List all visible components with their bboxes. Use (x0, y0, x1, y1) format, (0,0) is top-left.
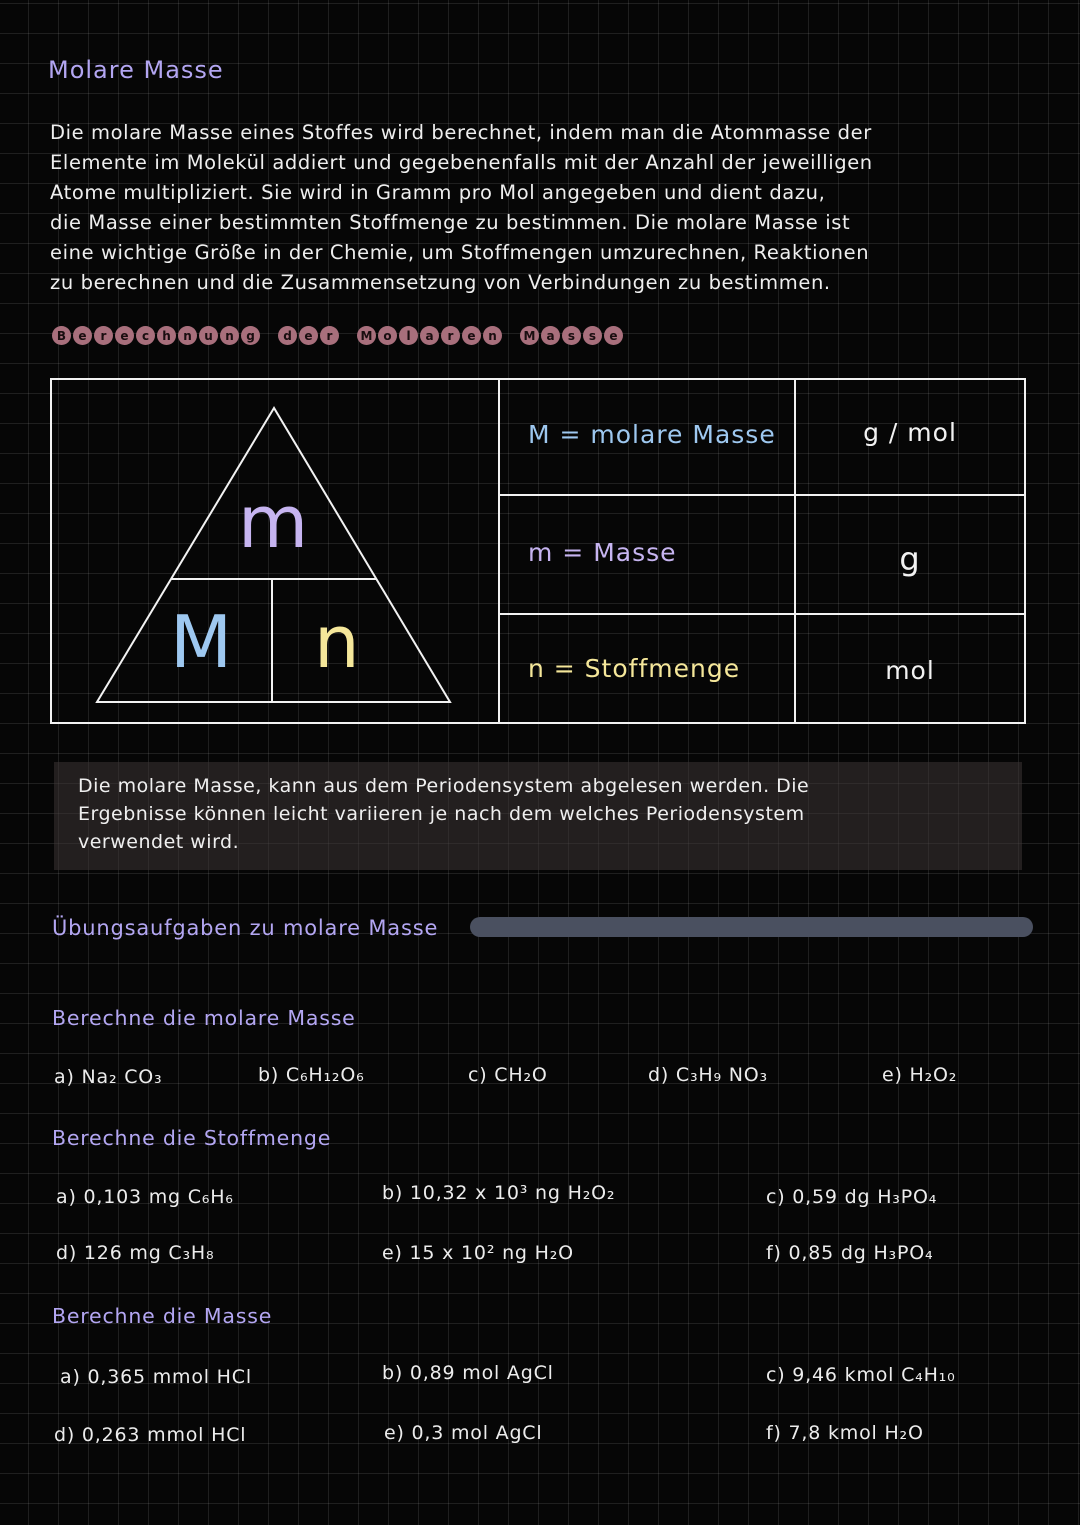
subheading-letter: B (52, 326, 71, 345)
subheading-letter: e (462, 326, 481, 345)
subheading-letter: u (199, 326, 218, 345)
exercise-item: e) 15 x 10² ng H₂O (382, 1242, 574, 1264)
intro-line: Die molare Masse eines Stoffes wird berechnet, indem man die Atommasse der (50, 121, 872, 144)
heading-molar-mass: Berechne die molare Masse (52, 1006, 356, 1030)
exercise-item: d) 0,263 mmol HCl (54, 1424, 247, 1446)
exercise-item: b) 0,89 mol AgCl (382, 1362, 554, 1384)
subheading-bubble-letters (52, 326, 625, 345)
exercise-item: a) 0,365 mmol HCl (60, 1366, 252, 1388)
subheading-letter: r (441, 326, 460, 345)
subheading-letter: e (299, 326, 318, 345)
definition-molar-mass: M = molare Masse (528, 420, 776, 449)
subheading-letter: c (136, 326, 155, 345)
subheading-letter: M (520, 326, 539, 345)
definition-mass: m = Masse (528, 538, 677, 567)
subheading-letter: M (357, 326, 376, 345)
subheading-letter: r (94, 326, 113, 345)
exercise-item: d) 126 mg C₃H₈ (56, 1242, 215, 1264)
subheading-letter: n (178, 326, 197, 345)
subheading-letter: e (73, 326, 92, 345)
exercise-item: e) 0,3 mol AgCl (384, 1422, 543, 1444)
exercise-item: b) C₆H₁₂O₆ (258, 1064, 365, 1086)
subheading-letter: l (399, 326, 418, 345)
exercise-item: f) 0,85 dg H₃PO₄ (766, 1242, 934, 1264)
note-line: Die molare Masse, kann aus dem Periodensystem abgelesen werden. Die (78, 775, 810, 797)
subheading-letter: d (278, 326, 297, 345)
triangle-top-m: m (238, 480, 309, 564)
subheading-letter: n (483, 326, 502, 345)
subheading-letter: e (115, 326, 134, 345)
intro-line: Elemente im Molekül addiert und gegebenenfalls mit der Anzahl der jeweilligen (50, 151, 873, 174)
heading-mass: Berechne die Masse (52, 1304, 273, 1328)
subheading-letter: e (604, 326, 623, 345)
subheading-letter: g (241, 326, 260, 345)
table-divider (498, 380, 500, 722)
intro-line: eine wichtige Größe in der Chemie, um Stoffmengen umzurechnen, Reaktionen (50, 241, 870, 264)
exercise-item: c) 0,59 dg H₃PO₄ (766, 1186, 938, 1208)
formula-box (50, 378, 1026, 724)
exercise-item: a) 0,103 mg C₆H₆ (56, 1186, 234, 1208)
triangle-left-M: M (170, 600, 233, 684)
note-line: Ergebnisse können leicht variieren je nach dem welches Periodensystem (78, 803, 805, 825)
decorative-bar (470, 917, 1033, 937)
page-title: Molare Masse (48, 56, 224, 84)
exercise-item: f) 7,8 kmol H₂O (766, 1422, 924, 1444)
intro-line: zu berechnen und die Zusammensetzung von Verbindungen zu bestimmen. (50, 271, 831, 294)
table-divider (498, 613, 1024, 615)
intro-line: Atome multipliziert. Sie wird in Gramm pro Mol angegeben und dient dazu, (50, 181, 826, 204)
exercise-item: a) Na₂ CO₃ (54, 1066, 163, 1088)
exercise-item: c) 9,46 kmol C₄H₁₀ (766, 1364, 956, 1386)
subheading-letter: s (583, 326, 602, 345)
intro-line: die Masse einer bestimmten Stoffmenge zu bestimmen. Die molare Masse ist (50, 211, 851, 234)
exercise-item: d) C₃H₉ NO₃ (648, 1064, 768, 1086)
exercise-item: e) H₂O₂ (882, 1064, 958, 1086)
subheading-letter (504, 326, 518, 345)
intro-paragraph (50, 118, 1025, 298)
exercises-heading: Übungsaufgaben zu molare Masse (52, 916, 439, 940)
subheading-letter: s (562, 326, 581, 345)
unit-mass: g (899, 540, 921, 578)
triangle-right-n: n (314, 600, 360, 684)
subheading-letter (262, 326, 276, 345)
subheading-letter: n (220, 326, 239, 345)
subheading-letter (341, 326, 355, 345)
subheading-letter: r (320, 326, 339, 345)
exercise-item: b) 10,32 x 10³ ng H₂O₂ (382, 1182, 616, 1204)
subheading-letter: o (378, 326, 397, 345)
note-line: verwendet wird. (78, 831, 240, 853)
unit-molar-mass: g / mol (863, 418, 957, 447)
subheading-letter: h (157, 326, 176, 345)
subheading-letter: a (420, 326, 439, 345)
exercise-item: c) CH₂O (468, 1064, 548, 1086)
heading-amount: Berechne die Stoffmenge (52, 1126, 332, 1150)
definition-amount: n = Stoffmenge (528, 654, 741, 683)
subheading-letter: a (541, 326, 560, 345)
table-divider (498, 494, 1024, 496)
unit-amount: mol (885, 656, 935, 685)
note-box (54, 762, 1022, 870)
